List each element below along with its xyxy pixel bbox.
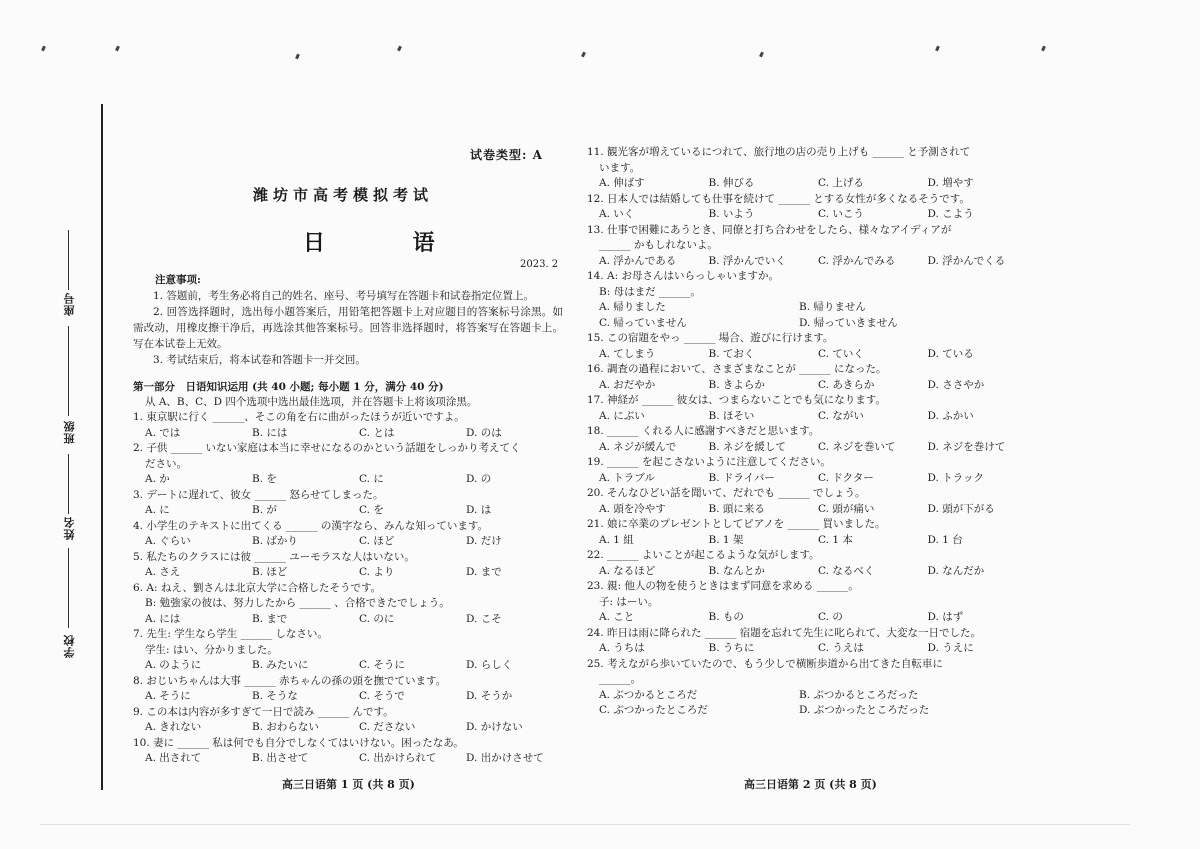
answer-option: B. いよう	[708, 208, 755, 220]
option-row	[587, 176, 1037, 192]
scan-specks	[36, 46, 1156, 66]
note-item: 3. 考试结束后，将本试卷和答题卡一并交回。	[153, 354, 366, 366]
answer-option: B. 伸びる	[708, 177, 755, 189]
option-row	[133, 534, 573, 550]
answer-option: B. ほそい	[708, 409, 755, 422]
answer-option: D. はず	[927, 611, 964, 623]
answer-option: A. ぐらい	[145, 535, 191, 547]
answer-option: C. 帰っていません	[599, 316, 687, 329]
answer-option: B. なんとか	[708, 564, 765, 577]
answer-option: D. のは	[466, 426, 502, 439]
subject-title: 日 语	[303, 230, 475, 256]
question-item	[133, 581, 573, 628]
question-item	[133, 488, 573, 519]
section-heading: 第一部分 日语知识运用 (共 40 小题; 每小题 1 分，满分 40 分)	[133, 381, 444, 393]
notes-heading: 注意事项:	[155, 274, 201, 286]
answer-option: B. 浮かんでいく	[708, 254, 786, 267]
question-stem: 20. そんなひどい話を聞いて、だれでも ______ でしょう。	[587, 487, 866, 499]
answer-option: C. 浮かんでみる	[818, 254, 896, 267]
answer-option: D. なんだか	[927, 564, 985, 577]
answer-option: B. 帰りません	[799, 301, 866, 313]
option-row	[587, 502, 1037, 518]
answer-option: A. おだやか	[599, 378, 656, 391]
answer-option: A. そうに	[145, 690, 191, 702]
exam-title: 潍坊市高考模拟考试	[253, 186, 434, 204]
question-item	[587, 362, 1037, 393]
option-row	[133, 658, 573, 674]
answer-option: A. いく	[599, 208, 635, 220]
answer-option: C. なるべく	[818, 564, 875, 577]
option-row	[587, 471, 1037, 487]
question-stem: 1. 東京駅に行く ______、そこの角を右に曲がったほうが近いですよ。	[133, 411, 465, 423]
answer-option: A. こと	[599, 611, 635, 623]
question-stem: 6. A: ねえ、劉さんは北京大学に合格したそうです。	[133, 581, 382, 594]
question-item	[133, 674, 573, 705]
question-stem: 2. 子供 ______ いない家庭は本当に幸せになるのかという話題をしっかり考えてく	[133, 442, 521, 454]
question-item	[133, 441, 573, 488]
question-continuation: ださい。	[145, 457, 187, 470]
answer-option: B. きよらか	[708, 378, 765, 391]
section-header	[133, 380, 563, 410]
answer-option: B. 1 架	[708, 533, 744, 546]
option-row	[133, 503, 573, 519]
question-item	[587, 486, 1037, 517]
answer-option: C. ていく	[818, 347, 864, 360]
answer-option: A. きれない	[145, 721, 202, 733]
question-stem: 13. 仕事で困難にあうとき、同僚と打ち合わせをしたら、様々なアイディアが	[587, 223, 952, 236]
question-stem: 19. ______ を起こさないように注意してください。	[587, 456, 831, 468]
school-label: 学校	[63, 634, 76, 658]
answer-option: C. あきらか	[818, 378, 875, 391]
answer-option: B. を	[252, 473, 277, 485]
answer-option: C. より	[359, 566, 395, 578]
option-row	[133, 720, 573, 736]
answer-option: B. 出させて	[252, 752, 309, 764]
answer-option: A. にぶい	[599, 409, 645, 422]
answer-option: C. ぶつかったところだ	[599, 704, 708, 716]
question-item	[587, 424, 1037, 455]
notes-block	[133, 272, 563, 368]
answer-option: A. うちは	[599, 642, 645, 654]
bottom-rule	[40, 824, 1130, 825]
paper-type: 试卷类型: A	[470, 148, 543, 162]
option-row	[587, 688, 1037, 719]
answer-option: D. ネジを巻けて	[927, 440, 1006, 453]
answer-option: A. 1 組	[599, 533, 634, 546]
question-item	[133, 410, 573, 441]
option-row	[133, 426, 573, 442]
question-item	[587, 145, 1037, 192]
answer-option: D. ぶつかったところだった	[799, 704, 930, 716]
answer-option: B. ぶつかるところだった	[799, 688, 919, 701]
question-stem: 16. 調査の過程において、さまざまなことが ______ になった。	[587, 363, 887, 375]
option-row	[587, 564, 1037, 580]
question-stem: 4. 小学生のテキストに出てくる ______ の漢字なら、みんな知っています。	[133, 519, 488, 532]
answer-option: A. 伸ばす	[599, 177, 645, 189]
question-continuation: います。	[599, 161, 641, 174]
question-stem: 23. 親: 他人の物を使うときはまず同意を求める ______。	[587, 580, 859, 592]
question-stem: 10. 妻に ______ 私は何でも自分でしなくてはいけない。困ったなあ。	[133, 736, 464, 749]
question-continuation: 子: はーい。	[599, 595, 659, 608]
answer-option: D. らしく	[466, 659, 513, 671]
answer-option: A. か	[145, 473, 170, 485]
answer-option: D. 出かけさせて	[466, 752, 544, 764]
answer-option: D. の	[466, 473, 492, 485]
answer-option: C. に	[359, 473, 384, 485]
option-row	[587, 533, 1037, 549]
question-item	[587, 192, 1037, 223]
page-footer-left: 高三日语第 1 页 (共 8 页)	[282, 778, 415, 791]
answer-option: B. 頭に来る	[708, 502, 765, 515]
option-row	[587, 641, 1037, 657]
question-stem: 12. 日本人では結婚しても仕事を続けて ______ とする女性が多くなるそうです。	[587, 192, 970, 205]
answer-option: A. ネジが緩んで	[599, 440, 677, 453]
answer-option: D. 頭が下がる	[927, 502, 995, 515]
note-item: 2. 回答选择题时，选出每小题答案后，用铅笔把答题卡上对应题目的答案标号涂黑。如需改动，用橡皮擦干净后，再选涂其他答案标号。回答非选择题时，将答案写在答题卡上。写在本试卷上无效。	[133, 306, 563, 350]
answer-option: C. ドクター	[818, 471, 874, 484]
answer-option: B. みたいに	[252, 659, 309, 671]
answer-option: B. ネジを緩して	[708, 440, 786, 453]
question-stem: 8. おじいちゃんは大事 ______ 赤ちゃんの孫の頭を撫でています。	[133, 674, 447, 687]
answer-option: C. ださない	[359, 721, 416, 733]
option-row	[587, 207, 1037, 223]
answer-option: D. そうか	[466, 690, 513, 702]
question-item	[587, 331, 1037, 362]
question-item	[587, 269, 1037, 331]
question-column-left	[133, 410, 573, 767]
answer-option: C. 上げる	[818, 177, 864, 189]
exam-date: 2023. 2	[520, 259, 559, 270]
question-item	[587, 393, 1037, 424]
class-label: 班级	[63, 420, 76, 444]
option-row	[133, 689, 573, 705]
answer-option: C. いこう	[818, 208, 864, 220]
name-label: 姓名	[63, 516, 76, 540]
question-item	[587, 223, 1037, 270]
binding-line	[101, 104, 103, 790]
answer-option: B. おわらない	[252, 721, 319, 733]
question-column-right	[587, 145, 1037, 719]
option-row	[587, 300, 1037, 331]
answer-option: D. ている	[927, 347, 974, 360]
question-continuation: B: 母はまだ ______。	[599, 285, 701, 298]
section-instruction: 从 A、B、C、D 四个选项中选出最佳选项，并在答题卡上将该项涂黑。	[145, 396, 478, 408]
answer-option: A. 頭を冷やす	[599, 502, 666, 515]
question-stem: 5. 私たちのクラスには彼 ______ ユーモラスな人はいない。	[133, 550, 415, 563]
answer-option: B. には	[252, 426, 288, 439]
answer-option: C. うえは	[818, 642, 864, 654]
answer-option: B. うちに	[708, 642, 755, 654]
answer-option: C. を	[359, 504, 384, 516]
option-row	[587, 347, 1037, 363]
option-row	[133, 565, 573, 581]
answer-option: D. こよう	[927, 208, 974, 220]
answer-option: D. ささやか	[927, 378, 985, 391]
question-stem: 9. この本は内容が多すぎて一日で読み ______ んです。	[133, 705, 394, 718]
question-item	[587, 626, 1037, 657]
question-item	[587, 579, 1037, 626]
answer-option: C. のに	[359, 612, 395, 625]
question-stem: 18. ______ くれる人に感謝すべきだと思います。	[587, 425, 820, 437]
option-row	[587, 409, 1037, 425]
option-row	[133, 612, 573, 628]
question-stem: 22. ______ よいことが起こるような気がします。	[587, 549, 820, 561]
answer-option: B. ばかり	[252, 535, 298, 547]
answer-option: D. トラック	[927, 471, 985, 484]
answer-option: C. の	[818, 611, 843, 623]
answer-option: A. 帰りました	[599, 301, 666, 313]
answer-option: B. まで	[252, 612, 288, 625]
answer-option: D. だけ	[466, 535, 502, 547]
answer-option: D. 帰っていきません	[799, 316, 898, 329]
answer-option: C. ネジを巻いて	[818, 440, 896, 453]
answer-option: D. こそ	[466, 612, 502, 625]
answer-option: A. 浮かんである	[599, 254, 677, 267]
question-stem: 14. A: お母さんはいらっしゃいますか。	[587, 270, 779, 282]
question-item	[587, 548, 1037, 579]
question-continuation: ______ かもしれないよ。	[599, 239, 718, 251]
answer-option: D. うえに	[927, 642, 974, 654]
option-row	[133, 751, 573, 767]
question-stem: 21. 娘に卒業のプレゼントとしてピアノを ______ 買いました。	[587, 518, 886, 530]
answer-option: C. 1 本	[818, 533, 853, 546]
answer-option: A. なるほど	[599, 564, 656, 577]
question-stem: 17. 神経が ______ 彼女は、つまらないことでも気になります。	[587, 394, 886, 406]
option-row	[587, 610, 1037, 626]
question-continuation: ______。	[599, 673, 641, 685]
answer-option: A. さえ	[145, 566, 181, 578]
question-stem: 24. 昨日は雨に降られた ______ 宿題を忘れて先生に叱られて、大変な一日でした。	[587, 626, 981, 639]
option-row	[133, 472, 573, 488]
question-continuation: B: 勉強家の彼は、努力したから ______ 、合格できたでしょう。	[145, 597, 450, 609]
answer-option: A. では	[145, 426, 181, 439]
answer-option: D. ふかい	[927, 409, 974, 422]
answer-option: C. ながい	[818, 409, 864, 422]
answer-option: A. に	[145, 504, 170, 516]
answer-option: C. そうに	[359, 659, 405, 671]
question-item	[587, 657, 1037, 719]
answer-option: B. ておく	[708, 347, 755, 360]
question-item	[133, 705, 573, 736]
question-item	[133, 519, 573, 550]
answer-option: A. には	[145, 612, 181, 625]
answer-option: A. のように	[145, 659, 202, 671]
question-item	[133, 550, 573, 581]
answer-option: B. が	[252, 504, 277, 516]
answer-option: A. てしまう	[599, 347, 656, 360]
student-info-strip	[56, 230, 92, 680]
answer-option: D. は	[466, 504, 492, 516]
question-item	[133, 736, 573, 767]
answer-option: D. 増やす	[927, 177, 974, 189]
question-item	[587, 455, 1037, 486]
answer-option: A. ぶつかるところだ	[599, 688, 698, 701]
answer-option: D. まで	[466, 566, 502, 578]
option-row	[587, 254, 1037, 270]
question-stem: 11. 観光客が増えているにつれて、旅行地の店の売り上げも ______ と予測されて	[587, 146, 971, 158]
answer-option: C. ほど	[359, 535, 395, 547]
question-stem: 7. 先生: 学生なら学生 ______ しなさい。	[133, 628, 328, 640]
answer-option: C. そうで	[359, 690, 405, 702]
answer-option: B. ほど	[252, 566, 288, 578]
answer-option: C. とは	[359, 426, 395, 439]
answer-option: D. かけない	[466, 721, 523, 733]
answer-option: C. 出かけられて	[359, 752, 437, 764]
answer-option: C. 頭が痛い	[818, 502, 875, 515]
answer-option: B. そうな	[252, 690, 298, 702]
option-row	[587, 440, 1037, 456]
answer-option: B. もの	[708, 611, 744, 623]
question-stem: 25. 考えながら歩いていたので、もう少しで横断歩道から出てきた自転車に	[587, 657, 943, 670]
option-row	[587, 378, 1037, 394]
question-item	[587, 517, 1037, 548]
answer-option: D. 浮かんでくる	[927, 254, 1006, 267]
answer-option: D. 1 台	[927, 533, 963, 546]
answer-option: A. トラブル	[599, 471, 655, 484]
answer-option: A. 出されて	[145, 752, 202, 764]
question-stem: 15. この宿題をやっ ______ 場合、遊びに行けます。	[587, 332, 834, 344]
seat-label: 座号	[63, 292, 76, 316]
answer-option: B. ドライバー	[708, 471, 775, 484]
question-stem: 3. デートに遅れて、彼女 ______ 怒らせてしまった。	[133, 488, 384, 501]
page-footer-right: 高三日语第 2 页 (共 8 页)	[744, 778, 877, 791]
question-continuation: 学生: はい、分かりました。	[145, 643, 278, 656]
note-item: 1. 答题前，考生务必将自己的姓名、座号、考号填写在答题卡和试卷指定位置上。	[153, 290, 534, 302]
question-item	[133, 627, 573, 674]
